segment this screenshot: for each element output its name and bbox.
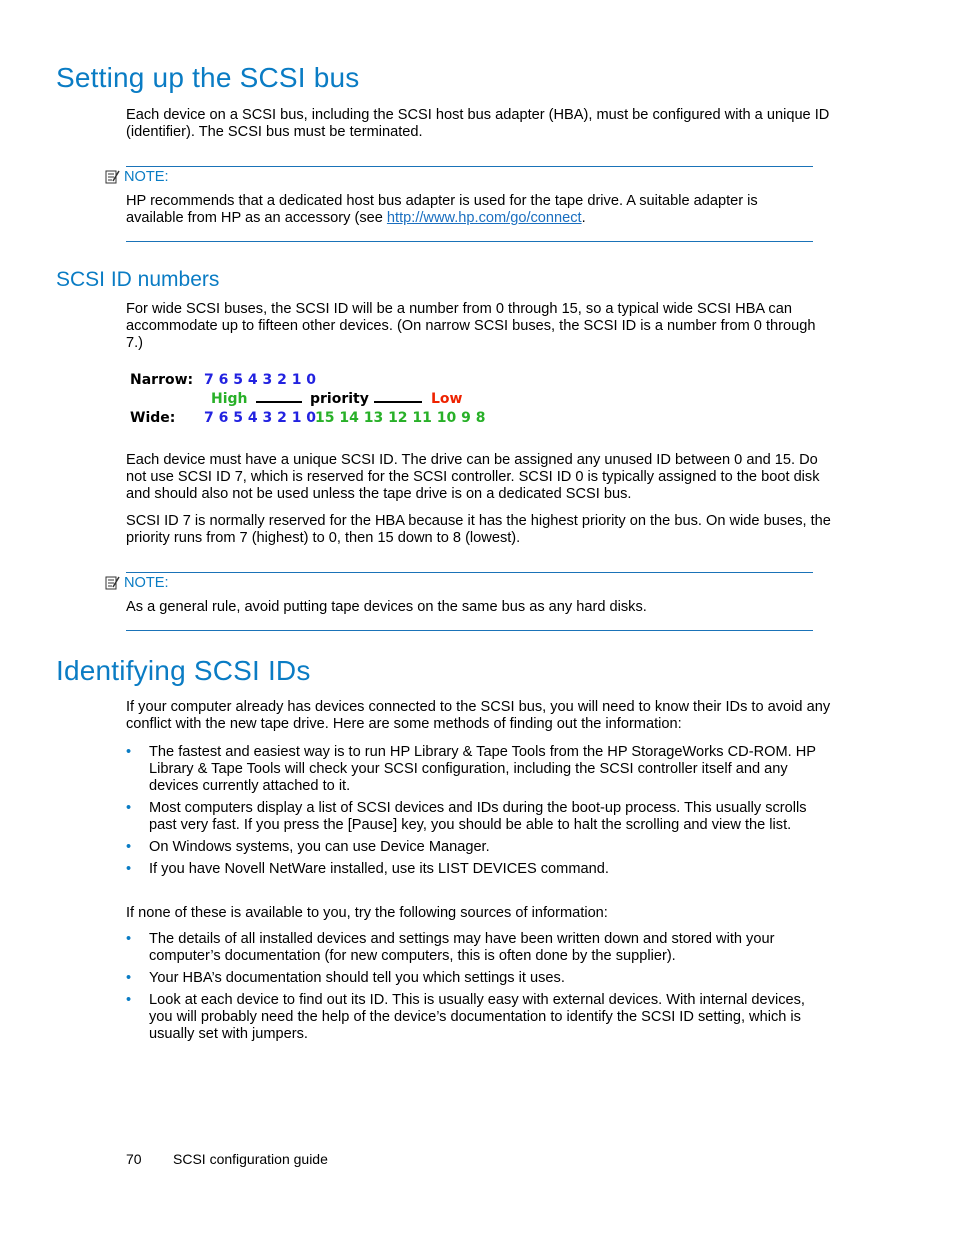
note2-top-rule xyxy=(126,572,813,573)
list-item-text: The fastest and easiest way is to run HP Library & Tape Tools from the HP StorageWorks CD-ROM. HP Library & Tape Tools will check your SCSI configuration, including the SCSI controller itself and any devices currently attached to it. xyxy=(149,744,816,794)
list-item xyxy=(126,970,816,987)
priority-paragraph: SCSI ID 7 is normally reserved for the HBA because it has the highest priority on the bus. On wide buses, the priority runs from 7 (highest) to 0, then 15 down to 8 (lowest). xyxy=(126,513,831,546)
hp-connect-link[interactable]: http://www.hp.com/go/connect xyxy=(386,210,582,226)
narrow-ids: 7 6 5 4 3 2 1 0 xyxy=(204,372,317,388)
priority-line-left xyxy=(256,401,302,403)
note2-label: NOTE: xyxy=(124,575,169,591)
sources-intro: If none of these is available to you, try the following sources of information: xyxy=(126,905,608,921)
list-item xyxy=(126,744,816,795)
list-item xyxy=(126,931,816,965)
narrow-label: Narrow: xyxy=(130,372,194,388)
wide-ids-high-range: 15 14 13 12 11 10 9 8 xyxy=(315,410,486,426)
list-item-text: The details of all installed devices and settings may have been written down and stored with your computer’s documentation (for new computers, this is often done by the supplier). xyxy=(149,931,775,964)
heading-setting-up-scsi-bus: Setting up the SCSI bus xyxy=(56,62,360,93)
list-item-text: On Windows systems, you can use Device Manager. xyxy=(149,839,490,855)
unique-id-paragraph: Each device must have a unique SCSI ID. The drive can be assigned any unused ID between 0 and 15. Do not use SCSI ID 7, which is reserved for the SCSI controller. SCSI ID 0 is typically assigned to the boot disk and should also not be used unless the tape drive is on a dedicated SCSI bus. xyxy=(126,452,820,502)
note-label: NOTE: xyxy=(124,169,169,185)
list-item xyxy=(126,800,816,834)
heading-identifying-scsi-ids: Identifying SCSI IDs xyxy=(56,655,311,686)
note-body-hba xyxy=(126,193,816,227)
bullet-icon: • xyxy=(126,970,132,986)
note-header xyxy=(104,169,169,185)
priority-label: priority xyxy=(310,391,369,407)
list-item-text: Your HBA’s documentation should tell you which settings it uses. xyxy=(149,970,565,986)
low-label: Low xyxy=(431,391,463,407)
bullet-icon: • xyxy=(126,839,132,855)
scsi-id-intro: For wide SCSI buses, the SCSI ID will be a number from 0 through 15, so a typical wide SCSI HBA can accommodate up to fifteen other devices. (On narrow SCSI buses, the SCSI ID is a number from 0 through 7.) xyxy=(126,301,816,351)
wide-ids-low-range: 7 6 5 4 3 2 1 0 xyxy=(204,410,317,426)
note-icon xyxy=(104,169,120,185)
bullet-icon: • xyxy=(126,861,132,877)
note-bottom-rule xyxy=(126,241,813,242)
list-item xyxy=(126,839,816,856)
note2-header xyxy=(104,575,169,591)
priority-line-right xyxy=(374,401,422,403)
list-item-text: Most computers display a list of SCSI devices and IDs during the boot-up process. This usually scrolls past very fast. If you press the [Pause] key, you should be able to halt the scrolling and view the list. xyxy=(149,800,807,833)
intro-paragraph: Each device on a SCSI bus, including the SCSI host bus adapter (HBA), must be configured with a unique ID (identifier). The SCSI bus must be terminated. xyxy=(126,107,830,140)
high-label: High xyxy=(211,391,248,407)
list-item-text: Look at each device to find out its ID. This is usually easy with external devices. With internal devices, you will probably need the help of the device’s documentation to identify the SCSI ID setting, which is usually set with jumpers. xyxy=(149,992,805,1042)
note2-bottom-rule xyxy=(126,630,813,631)
list-item xyxy=(126,992,816,1043)
sources-list xyxy=(126,931,816,1048)
page-number: 70 xyxy=(126,1151,142,1167)
bullet-icon: • xyxy=(126,800,132,816)
methods-list xyxy=(126,744,816,883)
bullet-icon: • xyxy=(126,744,132,760)
note2-body: As a general rule, avoid putting tape devices on the same bus as any hard disks. xyxy=(126,599,647,615)
heading-scsi-id-numbers: SCSI ID numbers xyxy=(56,268,220,291)
note-top-rule xyxy=(126,166,813,167)
note-icon xyxy=(104,575,120,591)
note-text-end: . xyxy=(581,210,586,226)
note-text: HP recommends that a dedicated host bus adapter is used for the tape drive. A suitable adapter is available from HP as an accessory (see xyxy=(126,193,758,226)
footer-guide-title: SCSI configuration guide xyxy=(173,1151,328,1167)
list-item-text: If you have Novell NetWare installed, use its LIST DEVICES command. xyxy=(149,861,609,877)
identifying-intro: If your computer already has devices connected to the SCSI bus, you will need to know their IDs to avoid any conflict with the new tape drive. Here are some methods of finding out the information: xyxy=(126,699,831,732)
bullet-icon: • xyxy=(126,931,132,947)
bullet-icon: • xyxy=(126,992,132,1008)
priority-diagram xyxy=(130,372,490,432)
wide-label: Wide: xyxy=(130,410,176,426)
list-item xyxy=(126,861,816,878)
